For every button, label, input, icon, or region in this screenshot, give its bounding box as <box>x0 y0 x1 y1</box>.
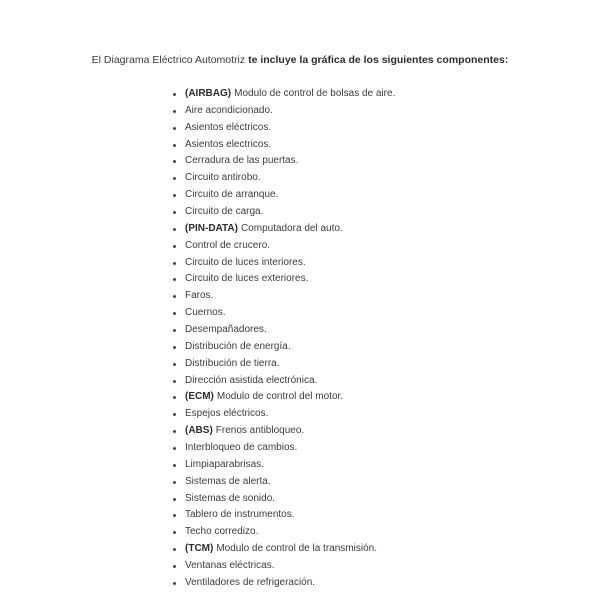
component-acronym: (ABS) <box>185 425 213 437</box>
component-text: Frenos antibloqueo. <box>215 425 305 437</box>
bullet-icon <box>173 211 176 214</box>
intro-bold: te incluye la gráfica de los siguientes componentes: <box>248 53 509 66</box>
component-text: Cuernos. <box>185 307 226 319</box>
list-item <box>169 255 549 272</box>
bullet-icon <box>173 514 176 517</box>
component-text: Desempañadores. <box>185 324 267 336</box>
list-item <box>169 373 549 390</box>
bullet-icon <box>173 329 176 332</box>
bullet-icon <box>173 245 176 248</box>
bullet-icon <box>173 396 176 399</box>
bullet-icon <box>173 498 176 501</box>
list-item <box>169 491 549 508</box>
component-text: Circuito de carga. <box>185 206 264 218</box>
component-acronym: (PIN-DATA) <box>185 222 238 234</box>
component-text: Aire acondicionado. <box>185 104 273 116</box>
list-item <box>169 457 549 474</box>
component-acronym: (TCM) <box>185 543 214 555</box>
bullet-icon <box>173 363 176 366</box>
list-item <box>169 170 549 187</box>
list-item <box>169 339 549 356</box>
list-item <box>169 575 549 592</box>
bullet-icon <box>173 582 176 585</box>
component-text: Control de crucero. <box>185 239 271 251</box>
bullet-icon <box>173 548 176 551</box>
component-text: Espejos eléctricos. <box>185 408 269 420</box>
list-item <box>169 137 549 154</box>
list-item <box>169 238 549 255</box>
component-text: Interbloqueo de cambios. <box>185 442 298 454</box>
component-text: Cerradura de las puertas. <box>185 155 299 167</box>
bullet-icon <box>173 93 176 96</box>
component-text: Ventiladores de refrigeración. <box>185 576 316 588</box>
bullet-icon <box>173 464 176 467</box>
component-text: Asientos electricos. <box>185 138 272 150</box>
list-item <box>169 86 549 103</box>
list-item <box>169 406 549 423</box>
bullet-icon <box>173 312 176 315</box>
component-list <box>169 86 549 592</box>
bullet-icon <box>173 278 176 281</box>
component-text: Modulo de control de la transmisión. <box>216 543 377 555</box>
bullet-icon <box>173 413 176 416</box>
list-item <box>169 541 549 558</box>
bullet-icon <box>173 127 176 130</box>
component-text: Circuito antirobo. <box>185 172 261 184</box>
list-item <box>169 558 549 575</box>
list-item <box>169 423 549 440</box>
bullet-icon <box>173 380 176 383</box>
list-item <box>169 120 549 137</box>
list-item <box>169 389 549 406</box>
bullet-icon <box>173 144 176 147</box>
component-text: Techo corredizo. <box>185 526 259 538</box>
list-item <box>169 288 549 305</box>
bullet-icon <box>173 110 176 113</box>
bullet-icon <box>173 177 176 180</box>
list-item <box>169 204 549 221</box>
bullet-icon <box>173 531 176 534</box>
list-item <box>169 153 549 170</box>
component-text: Distribución de energía. <box>185 340 291 352</box>
bullet-icon <box>173 481 176 484</box>
bullet-icon <box>173 160 176 163</box>
list-item <box>169 305 549 322</box>
bullet-icon <box>173 228 176 231</box>
component-acronym: (AIRBAG) <box>185 88 232 99</box>
list-item <box>169 524 549 541</box>
list-item <box>169 221 549 238</box>
list-item <box>169 440 549 457</box>
bullet-icon <box>173 565 176 568</box>
component-text: Distribución de tierra. <box>185 357 280 369</box>
component-text: Dirección asistida electrónica. <box>185 374 318 386</box>
bullet-icon <box>173 346 176 349</box>
component-text: Tablero de instrumentos. <box>185 509 295 521</box>
intro-paragraph <box>60 52 540 68</box>
list-item <box>169 103 549 120</box>
list-item <box>169 474 549 491</box>
component-text: Computadora del auto. <box>240 222 343 234</box>
component-text: Sistemas de sonido. <box>185 492 276 504</box>
list-item <box>169 507 549 524</box>
component-text: Sistemas de alerta. <box>185 475 271 487</box>
list-item <box>169 271 549 288</box>
component-text: Modulo de control del motor. <box>216 391 344 403</box>
component-text: Circuito de luces exteriores. <box>185 273 309 285</box>
component-text: Faros. <box>185 290 214 302</box>
component-text: Asientos eléctricos. <box>185 121 272 133</box>
component-text: Limpiaparabrisas. <box>185 458 264 470</box>
list-item <box>169 356 549 373</box>
bullet-icon <box>173 447 176 450</box>
intro-lead: El Diagrama Eléctrico Automotriz <box>91 53 246 66</box>
bullet-icon <box>173 262 176 265</box>
component-text: Modulo de control de bolsas de aire. <box>234 88 396 99</box>
component-text: Circuito de arranque. <box>185 189 279 201</box>
component-acronym: (ECM) <box>185 391 214 403</box>
bullet-icon <box>173 194 176 197</box>
bullet-icon <box>173 295 176 298</box>
component-text: Circuito de luces interiores. <box>185 256 306 268</box>
bullet-icon <box>173 430 176 433</box>
list-item <box>169 322 549 339</box>
component-text: Ventanas eléctricas. <box>185 560 275 572</box>
list-item <box>169 187 549 204</box>
